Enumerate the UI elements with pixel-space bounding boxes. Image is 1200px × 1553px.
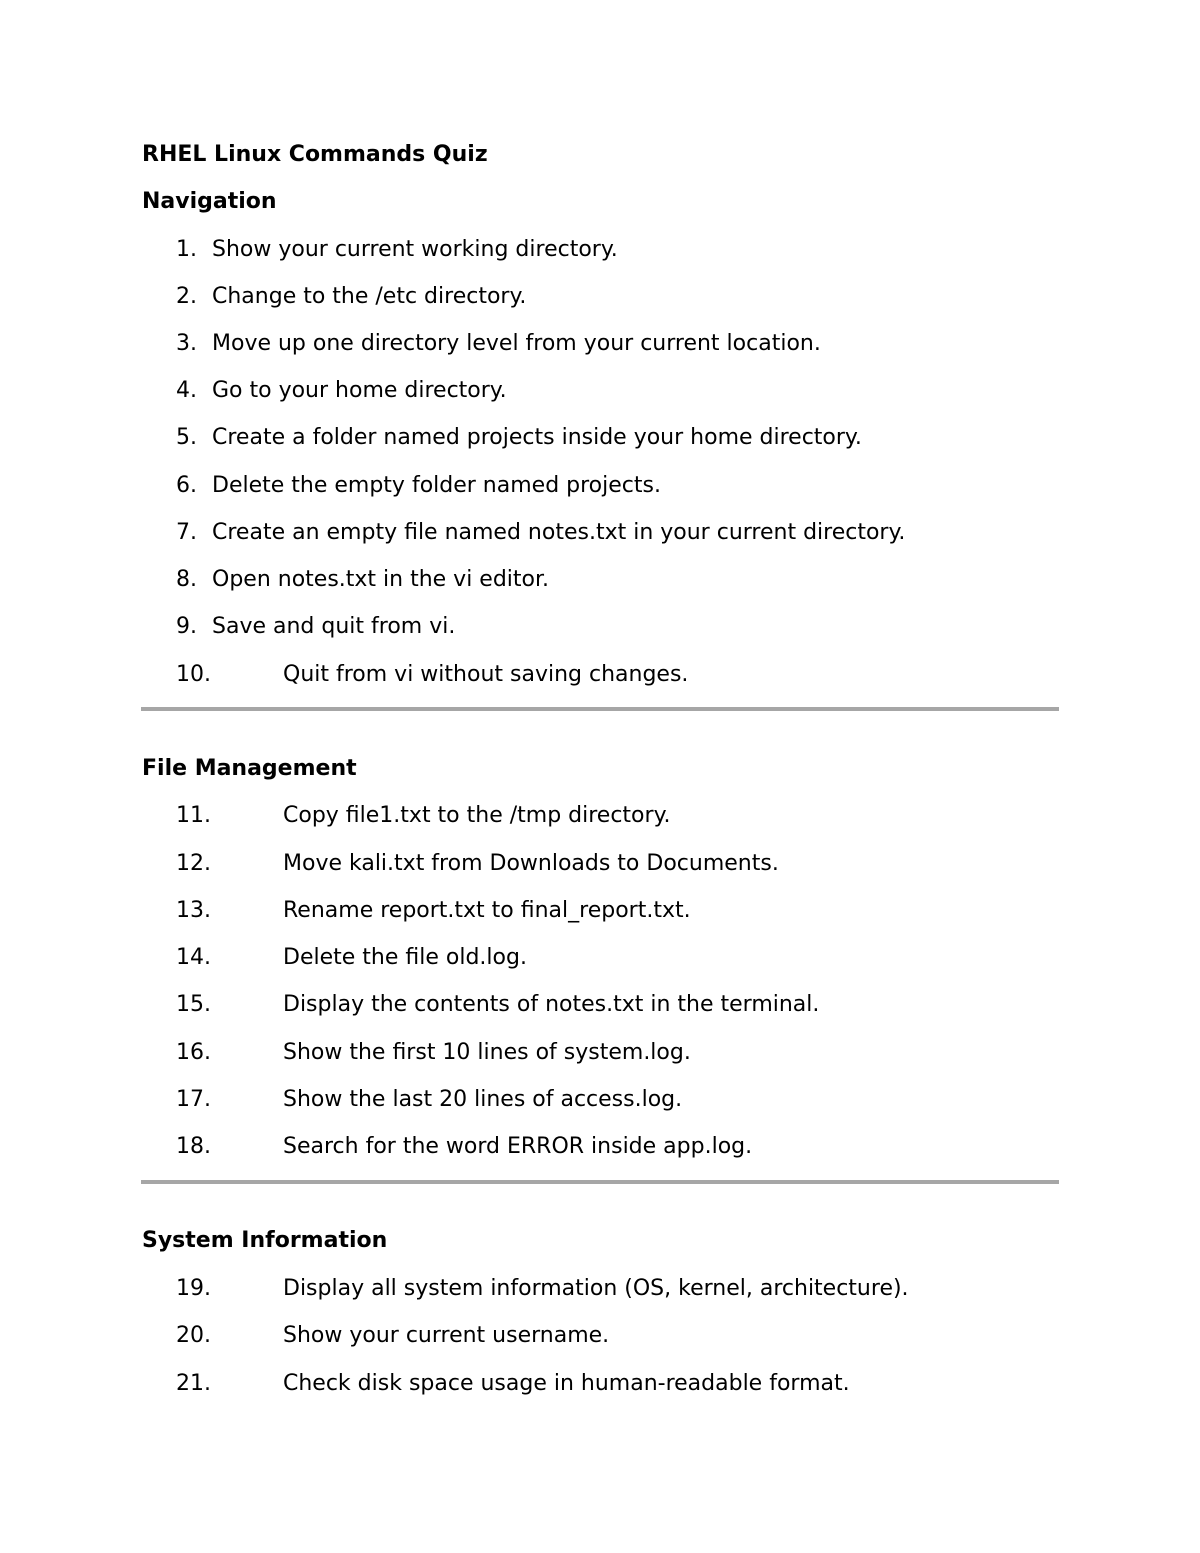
section-heading-system-information: System Information: [142, 1228, 388, 1253]
section-divider: [141, 707, 1059, 711]
item-number: 21.: [176, 1371, 211, 1396]
item-text: Show the first 10 lines of system.log.: [283, 1040, 691, 1065]
item-text: Show the last 20 lines of access.log.: [283, 1087, 683, 1112]
item-text: Create a folder named projects inside your home directory.: [212, 425, 862, 450]
item-number: 7.: [176, 520, 197, 545]
item-number: 18.: [176, 1134, 211, 1159]
item-text: Rename report.txt to final_report.txt.: [283, 898, 691, 923]
item-number: 4.: [176, 378, 197, 403]
item-text: Display the contents of notes.txt in the terminal.: [283, 992, 820, 1017]
item-text: Go to your home directory.: [212, 378, 507, 403]
item-text: Check disk space usage in human-readable format.: [283, 1371, 850, 1396]
item-number: 1.: [176, 237, 197, 262]
item-number: 16.: [176, 1040, 211, 1065]
item-number: 2.: [176, 284, 197, 309]
item-text: Delete the file old.log.: [283, 945, 527, 970]
item-number: 13.: [176, 898, 211, 923]
item-text: Create an empty file named notes.txt in your current directory.: [212, 520, 906, 545]
item-text: Show your current working directory.: [212, 237, 618, 262]
item-text: Show your current username.: [283, 1323, 610, 1348]
item-number: 3.: [176, 331, 197, 356]
item-number: 15.: [176, 992, 211, 1017]
document-title: RHEL Linux Commands Quiz: [142, 142, 488, 167]
item-text: Display all system information (OS, kernel, architecture).: [283, 1276, 909, 1301]
item-number: 9.: [176, 614, 197, 639]
section-heading-navigation: Navigation: [142, 189, 277, 214]
item-text: Search for the word ERROR inside app.log.: [283, 1134, 753, 1159]
item-text: Move kali.txt from Downloads to Documents.: [283, 851, 779, 876]
item-number: 14.: [176, 945, 211, 970]
item-text: Change to the /etc directory.: [212, 284, 527, 309]
item-number: 17.: [176, 1087, 211, 1112]
section-divider: [141, 1180, 1059, 1184]
item-number: 12.: [176, 851, 211, 876]
item-text: Save and quit from vi.: [212, 614, 456, 639]
item-text: Copy file1.txt to the /tmp directory.: [283, 803, 671, 828]
item-text: Move up one directory level from your current location.: [212, 331, 821, 356]
item-number: 8.: [176, 567, 197, 592]
item-text: Delete the empty folder named projects.: [212, 473, 661, 498]
item-text: Quit from vi without saving changes.: [283, 662, 689, 687]
section-heading-file-management: File Management: [142, 756, 357, 781]
item-number: 20.: [176, 1323, 211, 1348]
item-number: 10.: [176, 662, 211, 687]
item-number: 5.: [176, 425, 197, 450]
item-number: 11.: [176, 803, 211, 828]
item-text: Open notes.txt in the vi editor.: [212, 567, 550, 592]
item-number: 19.: [176, 1276, 211, 1301]
item-number: 6.: [176, 473, 197, 498]
